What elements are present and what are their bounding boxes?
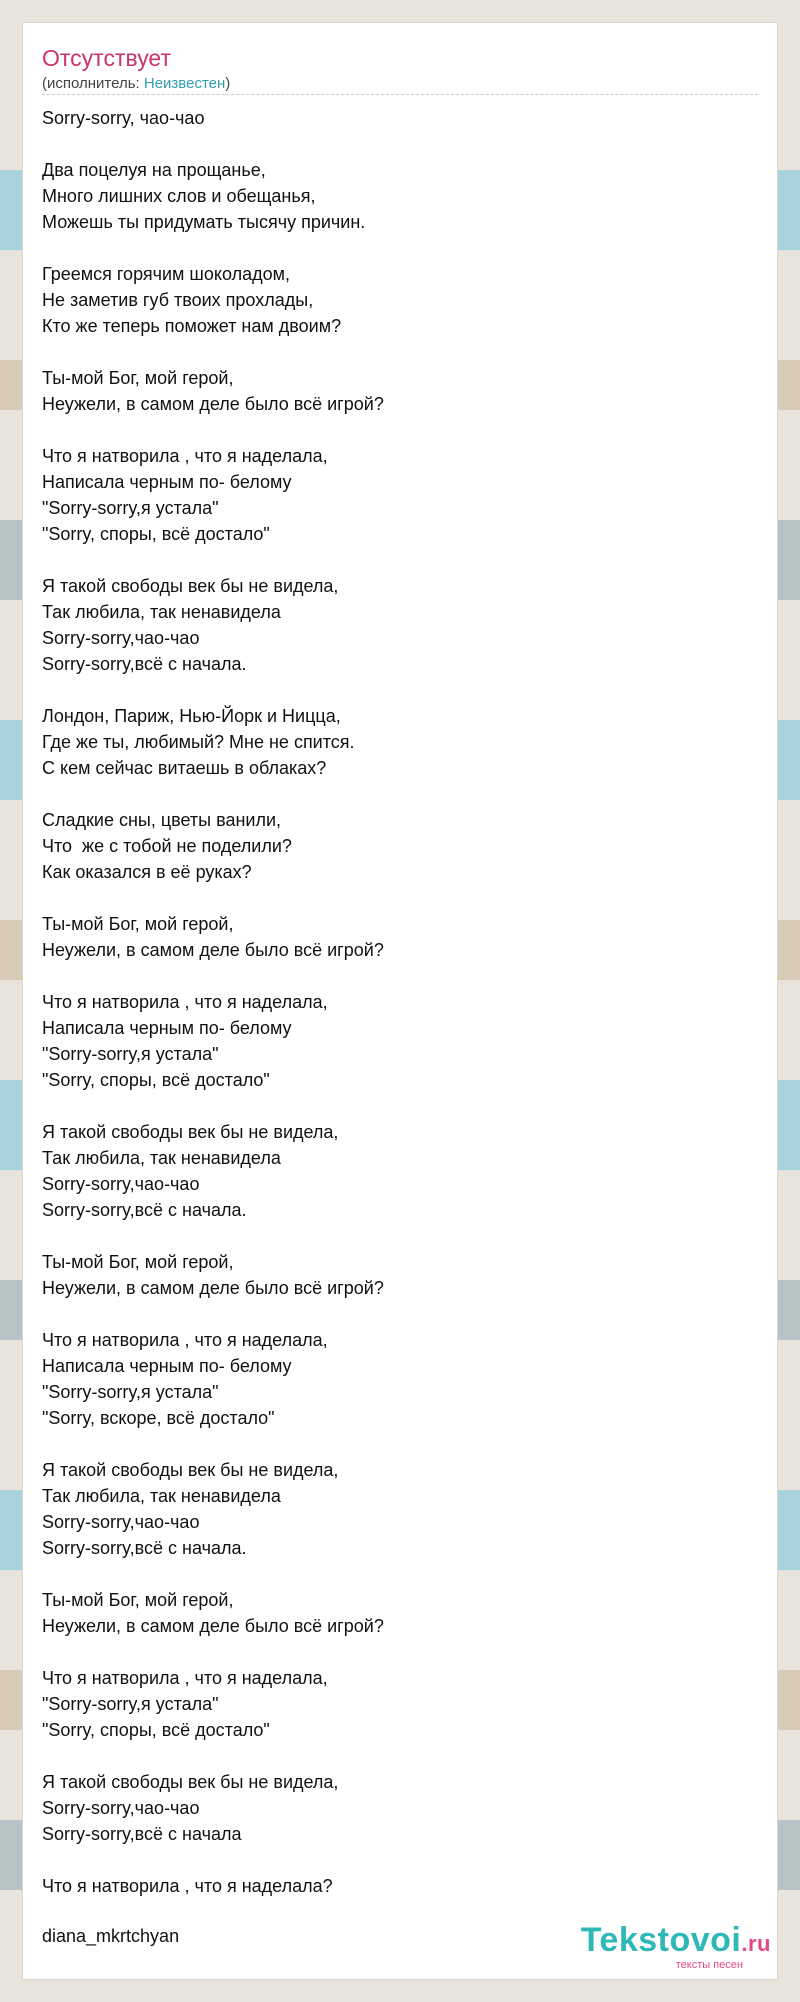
lyric-line: Два поцелуя на прощанье, (42, 160, 266, 180)
lyric-line: Можешь ты придумать тысячу причин. (42, 212, 366, 232)
lyric-line: "Sorry-sorry,я устала" (42, 498, 219, 518)
stanza-break (42, 1743, 758, 1769)
lyric-line: Что я натворила , что я наделала, (42, 1330, 328, 1350)
logo-wordmark (581, 1923, 771, 1961)
lyric-line: Я такой свободы век бы не видела, (42, 1772, 339, 1792)
stanza-break (42, 963, 758, 989)
site-logo[interactable] (581, 1923, 771, 1971)
lyric-line: Ты-мой Бог, мой герой, (42, 914, 234, 934)
lyric-line: Неужели, в самом деле было всё игрой? (42, 1616, 384, 1636)
lyric-line: Ты-мой Бог, мой герой, (42, 1252, 234, 1272)
lyric-line: "Sorry, вскоре, всё достало" (42, 1408, 275, 1428)
stanza-break (42, 1301, 758, 1327)
lyric-line: Sorry-sorry,чао-чао (42, 628, 200, 648)
stanza-break (42, 547, 758, 573)
stanza-break (42, 1223, 758, 1249)
lyric-line: "Sorry, споры, всё достало" (42, 1070, 270, 1090)
lyric-line: "Sorry, споры, всё достало" (42, 1720, 270, 1740)
lyric-line: Что я натворила , что я наделала, (42, 446, 328, 466)
lyric-line: Что я натворила , что я наделала, (42, 1668, 328, 1688)
performer-line (42, 75, 230, 93)
lyric-line: Написала черным по- белому (42, 472, 292, 492)
lyric-line: Написала черным по- белому (42, 1018, 292, 1038)
lyric-line: Написала черным по- белому (42, 1356, 292, 1376)
lyric-line: Так любила, так ненавидела (42, 602, 281, 622)
stanza-break (42, 1431, 758, 1457)
lyric-line: Лондон, Париж, Нью-Йорк и Ницца, (42, 706, 341, 726)
lyric-line: Я такой свободы век бы не видела, (42, 576, 339, 596)
lyric-line: Как оказался в её руках? (42, 862, 252, 882)
stanza-break (42, 781, 758, 807)
lyric-line: Sorry-sorry,чао-чао (42, 1512, 200, 1532)
logo-tld: .ru (741, 1931, 771, 1956)
lyric-line: Я такой свободы век бы не видела, (42, 1122, 339, 1142)
lyric-line: Ты-мой Бог, мой герой, (42, 368, 234, 388)
lyric-line: Что же с тобой не поделили? (42, 836, 292, 856)
lyric-line: Сладкие сны, цветы ванили, (42, 810, 282, 830)
lyric-line: Неужели, в самом деле было всё игрой? (42, 1278, 384, 1298)
lyrics-author: diana_mkrtchyan (42, 1926, 180, 1946)
performer-prefix: (исполнитель: (42, 75, 144, 92)
stanza-break (42, 1561, 758, 1587)
lyrics-card (22, 22, 778, 1980)
performer-suffix: ) (225, 75, 231, 92)
lyric-line: Где же ты, любимый? Мне не спится. (42, 732, 355, 752)
lyric-line: Неужели, в самом деле было всё игрой? (42, 394, 384, 414)
lyric-line: "Sorry, споры, всё достало" (42, 524, 270, 544)
stanza-break (42, 131, 758, 157)
stanza-break (42, 1093, 758, 1119)
lyric-line: Что я натворила , что я наделала, (42, 992, 328, 1012)
lyric-line: Sorry-sorry,чао-чао (42, 1798, 200, 1818)
stanza-break (42, 417, 758, 443)
lyric-line: С кем сейчас витаешь в облаках? (42, 758, 327, 778)
lyric-line: Ты-мой Бог, мой герой, (42, 1590, 234, 1610)
lyric-line: Так любила, так ненавидела (42, 1148, 281, 1168)
logo-tagline: тексты песен (675, 1959, 743, 1971)
stanza-break (42, 1847, 758, 1873)
lyric-line: "Sorry-sorry,я устала" (42, 1044, 219, 1064)
lyric-line: Так любила, так ненавидела (42, 1486, 281, 1506)
lyric-line: Греемся горячим шоколадом, (42, 264, 290, 284)
performer-link[interactable]: Неизвестен (143, 75, 226, 92)
stanza-break (42, 1639, 758, 1665)
logo-main-text: Tekstovoi (580, 1921, 742, 1959)
lyric-line: "Sorry-sorry,я устала" (42, 1694, 219, 1714)
lyric-line: Sorry-sorry,всё с начала. (42, 1538, 247, 1558)
lyric-line: Что я натворила , что я наделала? (42, 1876, 333, 1896)
lyric-line: Sorry-sorry, чао-чао (42, 108, 205, 128)
title-divider (42, 94, 758, 95)
lyric-line: Sorry-sorry,чао-чао (42, 1174, 200, 1194)
stanza-break (42, 339, 758, 365)
lyric-line: Sorry-sorry,всё с начала (42, 1824, 242, 1844)
lyric-line: Sorry-sorry,всё с начала. (42, 654, 247, 674)
lyric-line: Я такой свободы век бы не видела, (42, 1460, 339, 1480)
lyric-line: Много лишних слов и обещанья, (42, 186, 316, 206)
lyric-line: Sorry-sorry,всё с начала. (42, 1200, 247, 1220)
lyric-line: Кто же теперь поможет нам двоим? (42, 316, 342, 336)
stanza-break (42, 235, 758, 261)
lyrics-text (42, 105, 758, 1899)
stanza-break (42, 885, 758, 911)
lyric-line: Неужели, в самом деле было всё игрой? (42, 940, 384, 960)
lyric-line: "Sorry-sorry,я устала" (42, 1382, 219, 1402)
song-title: Отсутствует (42, 45, 171, 71)
lyric-line: Не заметив губ твоих прохлады, (42, 290, 314, 310)
stanza-break (42, 677, 758, 703)
